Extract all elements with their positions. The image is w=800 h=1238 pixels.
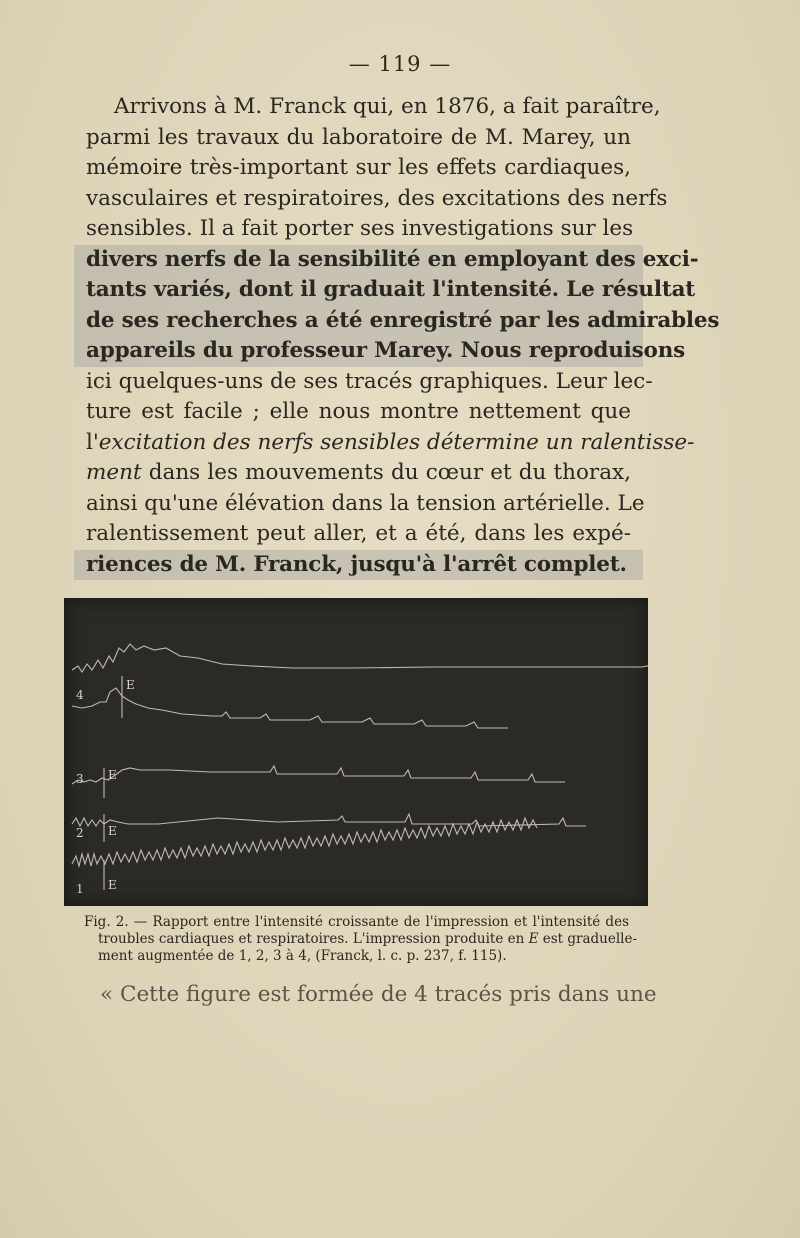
- caption-line: ment augmentée de 1, 2, 3 à 4, (Franck, l. c. p. 237, f. 115).: [98, 948, 507, 964]
- caption-line: [84, 931, 638, 948]
- page-number: — 119 —: [348, 52, 452, 76]
- trace-graphic: [64, 598, 648, 906]
- paragraph-line: Arrivons à M. Franck qui, en 1876, a fait paraître,: [114, 94, 661, 119]
- paragraph-line-italic: [86, 428, 695, 459]
- paragraph-line-italic: [86, 458, 631, 489]
- trace-marker-e: E: [108, 824, 117, 838]
- paragraph-line: mémoire très-important sur les effets cardiaques,: [86, 155, 631, 180]
- closing-quote-line: « Cette figure est formée de 4 tracés pris dans une: [100, 982, 657, 1007]
- trace-marker-e: E: [126, 678, 135, 692]
- figure-caption: [84, 914, 638, 965]
- trace-2: [72, 814, 586, 826]
- text-fragment: dans les mouvements du cœur et du thorax,: [141, 460, 631, 485]
- trace-1: [72, 818, 537, 866]
- paragraph-line: vasculaires et respiratoires, des excitations des nerfs: [86, 185, 668, 211]
- italic-fragment: ment: [86, 460, 142, 485]
- body-paragraph: [86, 92, 720, 580]
- trace-4-upper: [72, 644, 648, 672]
- paragraph-line-highlighted: appareils du professeur Marey. Nous reproduisons: [74, 336, 643, 367]
- trace-marker-e: E: [108, 878, 117, 892]
- trace-number-1: 1: [76, 882, 84, 896]
- italic-fragment: excitation des nerfs sensibles détermine un ralentisse-: [98, 429, 695, 455]
- paragraph-line: ici quelques-uns de ses tracés graphiques. Leur lec-: [86, 368, 653, 394]
- paragraph-line: ralentissement peut aller, et a été, dans les expé-: [86, 521, 631, 546]
- trace-3: [72, 766, 565, 784]
- trace-marker-e: E: [108, 768, 117, 782]
- paragraph-line: ainsi qu'une élévation dans la tension artérielle. Le: [86, 490, 645, 516]
- paragraph-line: sensibles. Il a fait porter ses investigations sur les: [86, 216, 634, 241]
- paragraph-line: parmi les travaux du laboratoire de M. Marey, un: [86, 124, 631, 150]
- caption-line: Fig. 2. — Rapport entre l'intensité croissante de l'impression et l'intensité des: [84, 914, 629, 930]
- caption-fragment: est graduelle-: [538, 931, 638, 947]
- trace-number-4: 4: [76, 688, 84, 702]
- trace-number-3: 3: [76, 772, 84, 786]
- paragraph-line-highlighted: divers nerfs de la sensibilité en employant des exci-: [74, 245, 643, 276]
- physiological-trace-figure: [64, 598, 648, 906]
- paragraph-line-highlighted: de ses recherches a été enregistré par les admirables: [74, 306, 643, 337]
- trace-number-2: 2: [76, 826, 84, 840]
- paragraph-line-highlighted: riences de M. Franck, jusqu'à l'arrêt complet.: [74, 550, 643, 581]
- text-fragment: l': [86, 429, 99, 455]
- paragraph-line: ture est facile ; elle nous montre nettement que: [86, 399, 631, 424]
- paragraph-line-highlighted: tants variés, dont il graduait l'intensité. Le résultat: [74, 275, 643, 306]
- trace-4-lower: [72, 688, 508, 728]
- caption-italic-fragment: E: [528, 931, 539, 947]
- caption-fragment: troubles cardiaques et respiratoires. L'impression produite en: [98, 931, 529, 947]
